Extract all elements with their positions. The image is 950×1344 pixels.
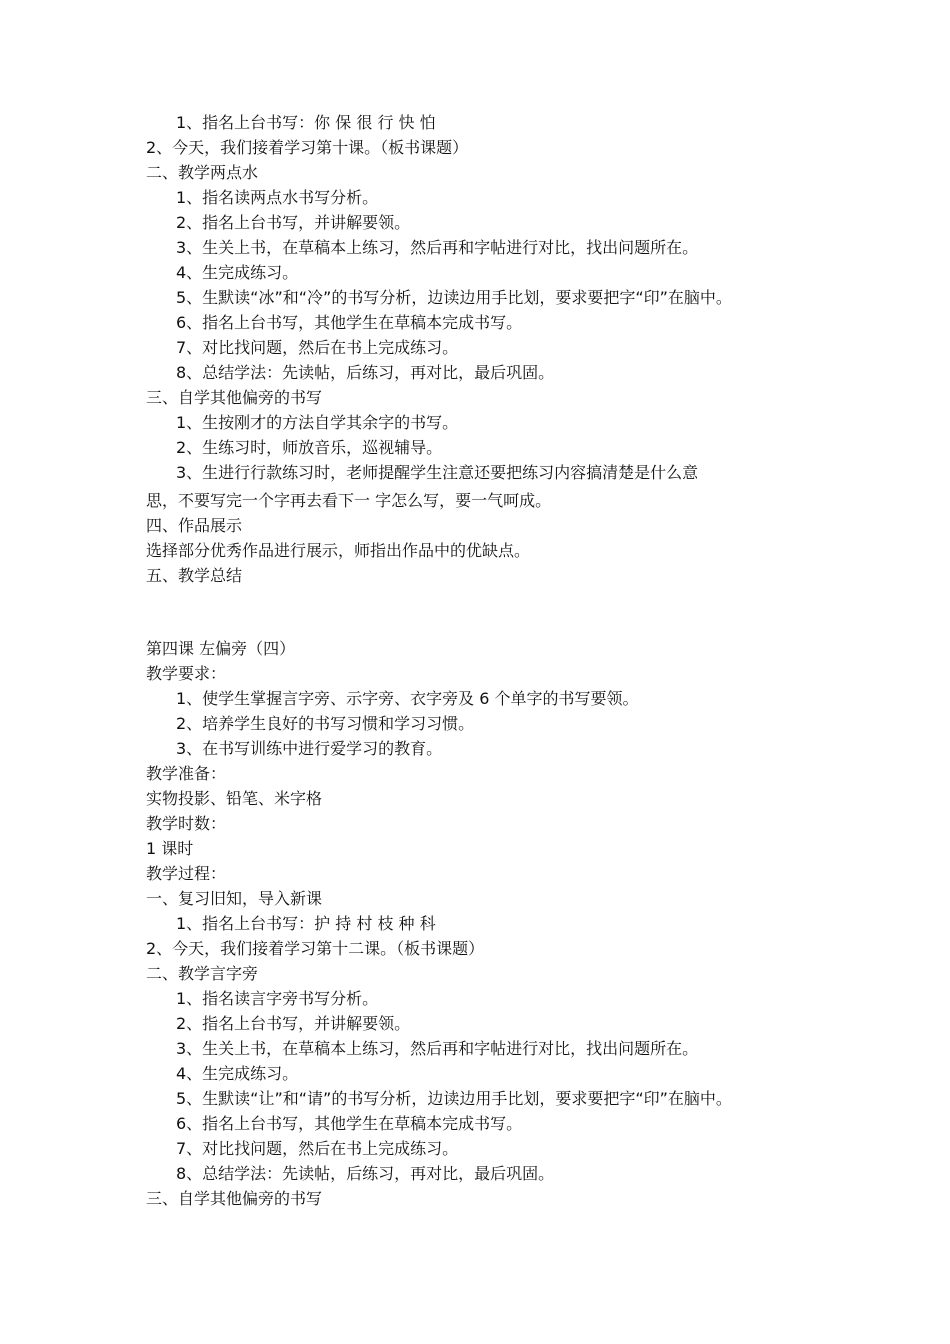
section-heading: 五、教学总结 [146,566,243,585]
text-line: 8、总结学法：先读帖，后练习，再对比，最后巩固。 [176,363,555,382]
text-line: 1、使学生掌握言字旁、示字旁、衣字旁及 6 个单字的书写要领。 [176,689,639,708]
text-line: 3、在书写训练中进行爱学习的教育。 [176,739,443,758]
text-line: 8、总结学法：先读帖，后练习，再对比，最后巩固。 [176,1164,555,1183]
text-line: 4、生完成练习。 [176,1064,299,1083]
text-line: 思，不要写完一个字再去看下一 字怎么写，要一气呵成。 [146,491,552,510]
text-line: 2、今天，我们接着学习第十课。（板书课题） [146,138,469,157]
text-line: 1、指名上台书写：护 持 村 枝 种 科 [176,914,436,933]
text-line: 2、今天，我们接着学习第十二课。（板书课题） [146,939,485,958]
text-line: 2、指名上台书写，并讲解要领。 [176,1014,411,1033]
text-line: 3、生关上书，在草稿本上练习，然后再和字帖进行对比，找出问题所在。 [176,1039,699,1058]
text-line: 6、指名上台书写，其他学生在草稿本完成书写。 [176,313,523,332]
text-line: 7、对比找问题，然后在书上完成练习。 [176,338,459,357]
text-line: 3、生进行行款练习时，老师提醒学生注意还要把练习内容搞清楚是什么意 [176,463,699,482]
lesson-title: 第四课 左偏旁（四） [146,639,296,658]
text-line: 1、指名读两点水书写分析。 [176,188,379,207]
text-line: 选择部分优秀作品进行展示，师指出作品中的优缺点。 [146,541,531,560]
section-heading: 一、复习旧知，导入新课 [146,889,323,908]
text-line: 5、生默读“让”和“请”的书写分析，边读边用手比划，要求要把字“印”在脑中。 [176,1089,732,1108]
text-line: 2、生练习时，师放音乐，巡视辅导。 [176,438,443,457]
text-line: 6、指名上台书写，其他学生在草稿本完成书写。 [176,1114,523,1133]
section-heading: 教学时数： [146,814,227,833]
section-heading: 四、作品展示 [146,516,243,535]
text-line: 5、生默读“冰”和“冷”的书写分析，边读边用手比划，要求要把字“印”在脑中。 [176,288,732,307]
section-heading: 教学要求： [146,664,227,683]
text-line: 3、生关上书，在草稿本上练习，然后再和字帖进行对比，找出问题所在。 [176,238,699,257]
section-heading: 三、自学其他偏旁的书写 [146,1189,323,1208]
section-heading: 二、教学言字旁 [146,964,259,983]
section-heading: 三、自学其他偏旁的书写 [146,388,323,407]
text-line: 1、生按刚才的方法自学其余字的书写。 [176,413,459,432]
section-heading: 教学过程： [146,864,227,883]
text-line: 1 课时 [146,839,194,858]
section-heading: 二、教学两点水 [146,163,259,182]
text-line: 2、培养学生良好的书写习惯和学习习惯。 [176,714,475,733]
text-line: 1、指名上台书写：你 保 很 行 快 怕 [176,113,436,132]
text-line: 7、对比找问题，然后在书上完成练习。 [176,1139,459,1158]
text-line: 实物投影、铅笔、米字格 [146,789,323,808]
section-heading: 教学准备： [146,764,227,783]
text-line: 4、生完成练习。 [176,263,299,282]
text-line: 2、指名上台书写，并讲解要领。 [176,213,411,232]
text-line: 1、指名读言字旁书写分析。 [176,989,379,1008]
